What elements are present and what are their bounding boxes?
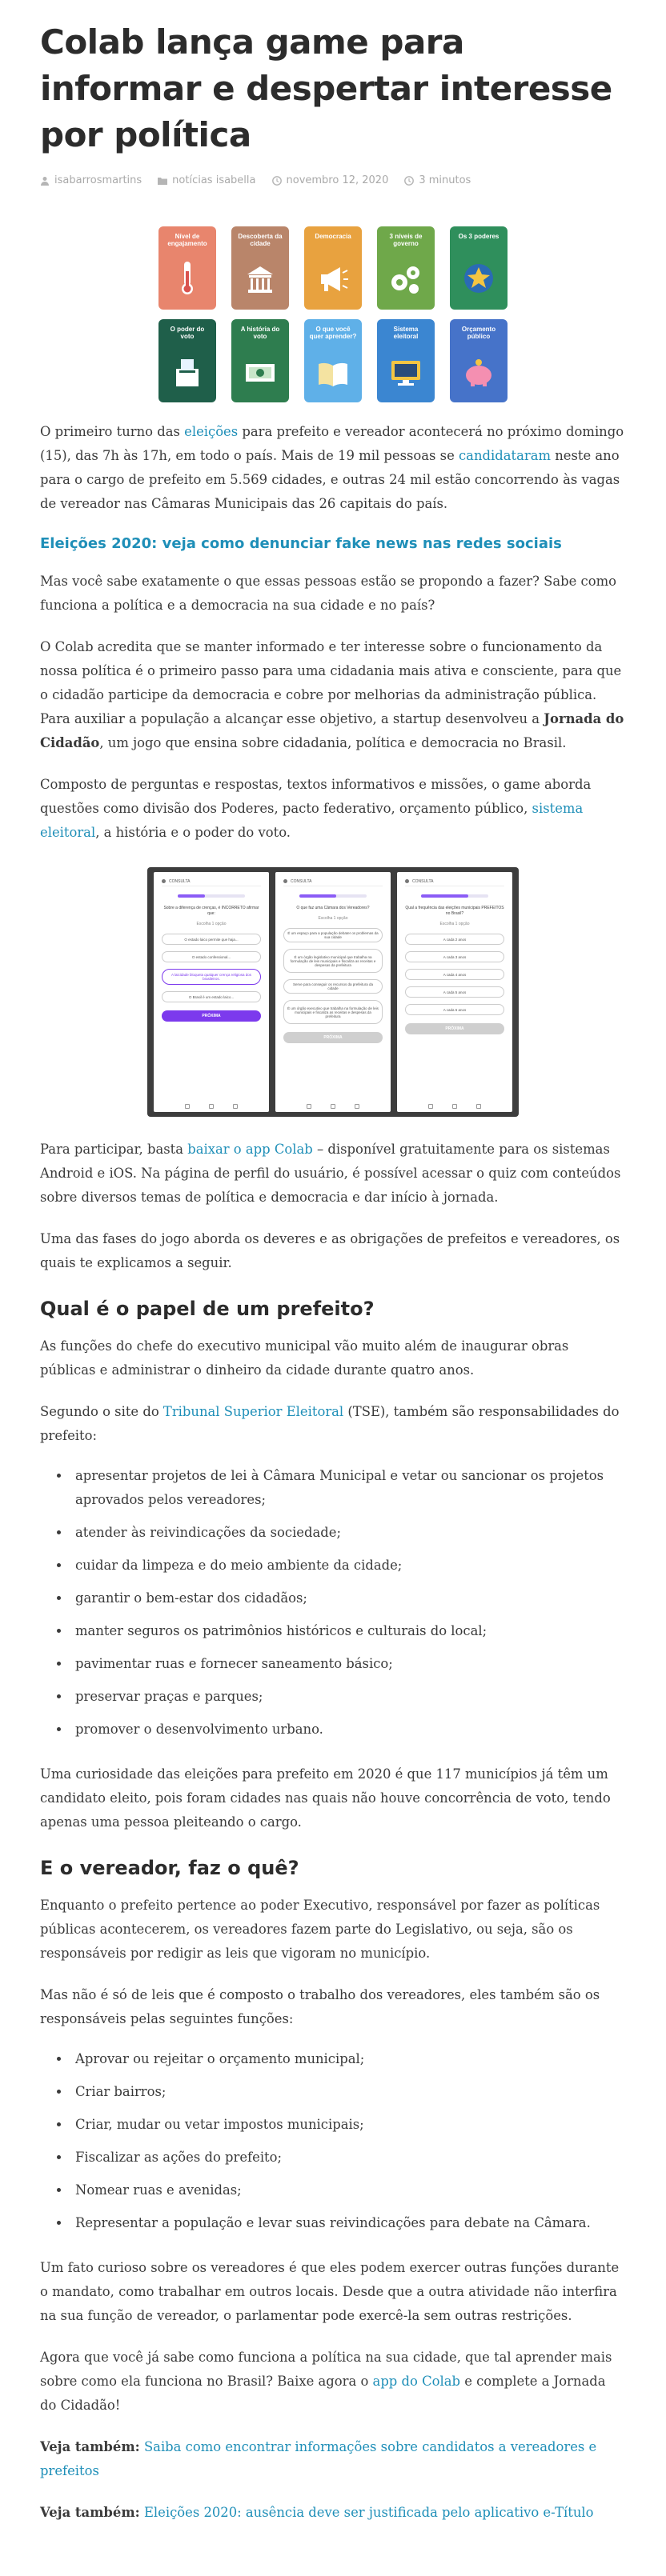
thermometer-icon	[175, 260, 199, 298]
bold-jornada: Jornada do Cidadão	[40, 711, 624, 750]
article-title: Colab lança game para informar e despertar interesse por política	[40, 22, 612, 154]
gears-icon	[388, 263, 423, 298]
quiz-option: Serve para conseguir os recursos da prefeitura da cidade	[283, 979, 383, 994]
link-eleicoes[interactable]: eleições	[184, 424, 239, 439]
link-app-colab[interactable]: app do Colab	[372, 2374, 460, 2389]
quiz-option: O estado confessional...	[162, 951, 261, 962]
paragraph: O primeiro turno das eleições para prefeito e vereador acontecerá no próximo domingo (15), das 7h às 17h, em todo o país. Mais de 19 mil pessoas se candidataram neste ano para o cargo de prefeito em 5.569 cidades, e outras 24 mil estão concorrendo às vagas de vereador nas Câmaras Municipais das 26 capitais do país.	[40, 424, 624, 511]
game-level-label: O poder do voto	[170, 326, 205, 340]
back-icon	[405, 879, 409, 883]
user-icon	[40, 176, 50, 186]
link-sistema-eleitoral[interactable]: sistema eleitoral	[40, 801, 584, 840]
tv-icon	[388, 356, 423, 391]
progress-bar	[421, 894, 488, 898]
paragraph: Composto de perguntas e respostas, textos informativos e missões, o game aborda questões como divisão dos Poderes, pacto federativo, orçamento público, sistema eleitoral, a história e o poder do voto.	[40, 777, 592, 840]
clock-icon	[404, 176, 414, 186]
meta-category[interactable]	[158, 174, 255, 186]
progress-bar	[178, 894, 245, 898]
quiz-option: É um órgão executivo que trabalha na formulação de leis municipais e fiscaliza as receitas e despesas da prefeitura	[283, 1000, 383, 1024]
paragraph: Enquanto o prefeito pertence ao poder Executivo, responsável por fazer as políticas públicas acontecerem, os vereadores fazem parte do Legislativo, ou seja, são os responsáveis por redigir as leis que vigoram no município.	[40, 1898, 600, 1961]
game-level-card	[304, 319, 362, 402]
clock-icon	[272, 176, 282, 186]
meta-author[interactable]	[40, 174, 142, 186]
phone-screen-3	[397, 872, 512, 1112]
game-level-label: Descoberta da cidade	[238, 233, 283, 247]
next-button: PRÓXIMA	[162, 1010, 261, 1022]
piggy-bank-icon	[461, 358, 496, 391]
list-item: • Aprovar ou rejeitar o orçamento municipal;	[70, 2047, 626, 2071]
quiz-option: A cada 5 anos	[405, 986, 504, 998]
list-item: • Criar bairros;	[70, 2080, 626, 2104]
related-link-text[interactable]: Eleições 2020: veja como denunciar fake news nas redes sociais	[40, 535, 562, 552]
quiz-question: Sobre a diferença de crenças, é INCORRETO afirmar que:	[163, 906, 259, 916]
game-level-label: Democracia	[315, 233, 351, 240]
game-level-label: Nível de engajamento	[167, 233, 207, 247]
link-candidataram[interactable]: candidataram	[459, 448, 552, 463]
game-level-card	[450, 226, 508, 310]
see-also-2	[40, 2501, 626, 2525]
book-icon	[315, 359, 351, 391]
nav-icon	[331, 1104, 335, 1109]
list-item: • Representar a população e levar suas reivindicações para debate na Câmara.	[70, 2211, 626, 2235]
quiz-question: Qual a frequência das eleições municipais PREFEITOS no Brasil?	[405, 906, 504, 916]
game-level-label: A história do voto	[240, 326, 280, 340]
game-level-label: Orçamento público	[461, 326, 496, 340]
game-level-card	[231, 319, 289, 402]
quiz-question: O que faz uma Câmara dos Vereadores?	[296, 906, 370, 910]
screen-header: CONSULTA	[291, 878, 312, 884]
link-baixar-app[interactable]: baixar o app Colab	[187, 1142, 313, 1157]
paragraph: Mas não é só de leis que é composto o trabalho dos vereadores, eles também são os responsáveis pelas seguintes funções:	[40, 1987, 600, 2026]
game-level-card	[304, 226, 362, 310]
next-button: PRÓXIMA	[283, 1032, 383, 1043]
quiz-option-selected: A laicidade bloqueia qualquer crença religiosa dos brasileiros.	[162, 969, 261, 985]
list-item: • cuidar da limpeza e do meio ambiente da cidade;	[70, 1554, 626, 1578]
list-item: • Criar, mudar ou vetar impostos municipais;	[70, 2113, 626, 2137]
quiz-hint: Escolha 1 opção	[439, 922, 470, 926]
app-screenshots	[147, 867, 519, 1117]
see-also-label: Veja também:	[40, 2439, 140, 2454]
game-level-label: 3 níveis de governo	[389, 233, 423, 247]
quiz-option: A cada 2 anos	[405, 934, 504, 945]
quiz-option: É um espaço para a população debater os problemas da sua cidade	[283, 928, 383, 942]
nav-icon	[452, 1104, 457, 1109]
section-heading-vereador: E o vereador, faz o quê?	[40, 1857, 299, 1879]
nav-icon	[307, 1104, 311, 1109]
section-heading-prefeito: Qual é o papel de um prefeito?	[40, 1298, 375, 1320]
paragraph: Para participar, basta baixar o app Colab – disponível gratuitamente para os sistemas Android e iOS. Na página de perfil do usuário, é possível acessar o quiz com conteúdos sobre diversos temas de política e democracia e dar início à jornada.	[40, 1142, 621, 1205]
screen-header: CONSULTA	[412, 878, 434, 884]
list-item: • preservar praças e parques;	[70, 1685, 626, 1709]
paragraph: Mas você sabe exatamente o que essas pessoas estão se propondo a fazer? Sabe como funciona a política e a democracia na sua cidade e no país?	[40, 574, 616, 613]
prefeito-duties-list	[70, 1464, 626, 1742]
paragraph: Segundo o site do Tribunal Superior Eleitoral (TSE), também são responsabilidades do prefeito:	[40, 1404, 620, 1443]
list-item: • promover o desenvolvimento urbano.	[70, 1718, 626, 1742]
date-text: novembro 12, 2020	[286, 174, 389, 186]
vereador-duties-list	[70, 2047, 626, 2235]
megaphone-icon	[316, 263, 350, 298]
nav-icon	[428, 1104, 433, 1109]
list-item: • apresentar projetos de lei à Câmara Municipal e vetar ou sancionar os projetos aprovados pelos vereadores;	[70, 1464, 626, 1512]
list-item: • Nomear ruas e avenidas;	[70, 2178, 626, 2202]
list-item: • manter seguros os patrimônios históricos e culturais do local;	[70, 1619, 626, 1643]
list-item: • Fiscalizar as ações do prefeito;	[70, 2146, 626, 2170]
quiz-option: O estado laico permite que haja...	[162, 934, 261, 945]
quiz-option: O Brasil é um estado laico...	[162, 991, 261, 1002]
paragraph: Uma das fases do jogo aborda os deveres e as obrigações de prefeitos e vereadores, os quais te explicamos a seguir.	[40, 1231, 620, 1270]
game-level-card	[158, 319, 216, 402]
read-time-text: 3 minutos	[419, 174, 471, 186]
see-also-1	[40, 2435, 626, 2483]
back-icon	[283, 879, 287, 883]
screen-header: CONSULTA	[169, 878, 191, 884]
link-tse[interactable]: Tribunal Superior Eleitoral	[162, 1404, 344, 1419]
quiz-option: A cada 3 anos	[405, 951, 504, 962]
paragraph: As funções do chefe do executivo municipal vão muito além de inaugurar obras públicas e administrar o dinheiro da cidade durante quatro anos.	[40, 1338, 569, 1378]
game-level-card	[377, 226, 435, 310]
paragraph: Um fato curioso sobre os vereadores é que eles podem exercer outras funções durante o mandato, como trabalhar em outros locais. Desde que a outra atividade não interfira na sua função de vereador, o parlamentar pode exercê-la sem outras restrições.	[40, 2260, 620, 2323]
paragraph: O Colab acredita que se manter informado e ter interesse sobre o funcionamento da nossa política é o primeiro passo para uma cidadania mais ativa e consciente, para que o cidadão participe da democracia e cobre por melhorias da administração pública. Para auxiliar a população a alcançar esse objetivo, a startup desenvolveu a Jornada do Cidadão, um jogo que ensina sobre cidadania, política e democracia no Brasil.	[40, 639, 624, 750]
nav-icon	[209, 1104, 214, 1109]
game-levels-image	[158, 226, 508, 402]
phone-screen-2	[275, 872, 391, 1112]
folder-icon	[158, 176, 167, 186]
meta-read-time	[404, 174, 471, 186]
category-name[interactable]: notícias isabella	[172, 174, 256, 186]
quiz-hint: Escolha 1 opção	[196, 922, 227, 926]
quiz-hint: Escolha 1 opção	[318, 916, 348, 921]
see-also-label: Veja também:	[40, 2505, 140, 2520]
nav-icon	[233, 1104, 238, 1109]
list-item: • atender às reivindicações da sociedade;	[70, 1521, 626, 1545]
list-item: • garantir o bem-estar dos cidadãos;	[70, 1586, 626, 1610]
star-emblem-icon	[462, 262, 495, 298]
money-icon	[243, 359, 278, 391]
progress-bar	[299, 894, 367, 898]
list-item: • pavimentar ruas e fornecer saneamento básico;	[70, 1652, 626, 1676]
game-level-label: Sistema eleitoral	[393, 326, 419, 340]
author-name[interactable]: isabarrosmartins	[54, 174, 142, 186]
game-level-card	[377, 319, 435, 402]
related-article-link[interactable]	[40, 535, 626, 552]
ballot-icon	[171, 358, 203, 391]
nav-icon	[355, 1104, 359, 1109]
game-level-label: O que você quer aprender?	[309, 326, 357, 340]
see-also-link[interactable]: Eleições 2020: ausência deve ser justificada pelo aplicativo e-Título	[143, 2505, 594, 2520]
quiz-option: A cada 4 anos	[405, 969, 504, 980]
quiz-option: É um órgão legislativo municipal que trabalha na formulação de leis municipais e fiscaliza as receitas e despesas da prefeitura	[283, 949, 383, 973]
game-level-card	[450, 319, 508, 402]
article-meta	[40, 174, 626, 186]
game-level-card	[231, 226, 289, 310]
nav-icon	[476, 1104, 481, 1109]
game-level-card	[158, 226, 216, 310]
back-icon	[162, 879, 166, 883]
article	[40, 0, 626, 2525]
building-icon	[244, 263, 276, 298]
next-button: PRÓXIMA	[405, 1023, 504, 1034]
meta-date	[272, 174, 389, 186]
paragraph: Uma curiosidade das eleições para prefeito em 2020 é que 117 municípios já têm um candidato eleito, pois foram cidades nas quais não houve concorrência de voto, tendo apenas uma pessoa pleiteando o cargo.	[40, 1766, 611, 1830]
paragraph: Agora que você já sabe como funciona a política na sua cidade, que tal aprender mais sobre como ela funciona no Brasil? Baixe agora o app do Colab e complete a Jornada do Cidadão!	[40, 2350, 612, 2413]
nav-icon	[185, 1104, 190, 1109]
phone-screen-1	[154, 872, 269, 1112]
see-also-link[interactable]: Saiba como encontrar informações sobre candidatos a vereadores e prefeitos	[40, 2439, 597, 2478]
game-level-label: Os 3 poderes	[458, 233, 500, 240]
quiz-option: A cada 6 anos	[405, 1004, 504, 1015]
